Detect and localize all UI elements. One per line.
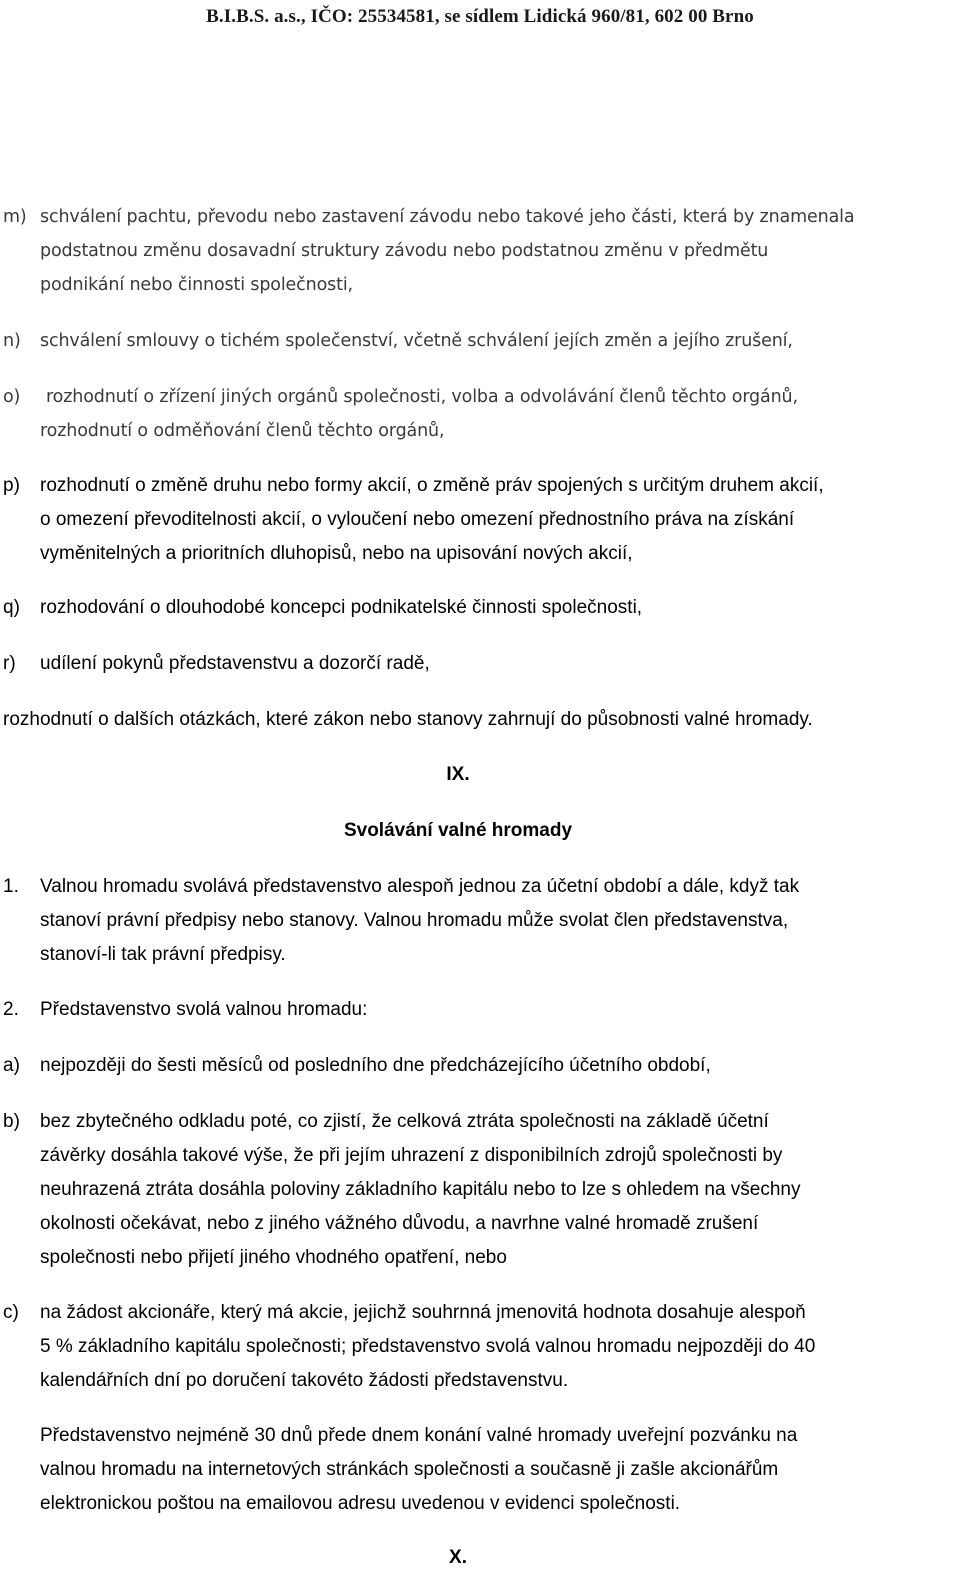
- list-text-line: rozhodnutí o odměňování členů těchto orgánů,: [40, 421, 445, 441]
- list-item-m: [0, 200, 960, 302]
- list-item-b: [0, 1105, 960, 1275]
- numbered-item-2: [0, 993, 960, 1027]
- list-text-line: o omezení převoditelnosti akcií, o vyloučení nebo omezení přednostního práva na získání: [40, 509, 795, 530]
- list-marker: p): [3, 475, 20, 496]
- list-text-line: vyměnitelných a prioritních dluhopisů, nebo na upisování nových akcií,: [40, 543, 633, 564]
- list-text-line: schválení smlouvy o tichém společenství, včetně schválení jejích změn a jejího zrušení,: [40, 331, 793, 351]
- list-text-line: 5 % základního kapitálu společnosti; představenstvo svolá valnou hromadu nejpozději do 40: [40, 1336, 816, 1357]
- list-text-line: kalendářních dní po doručení takovéto žádosti představenstvu.: [40, 1370, 569, 1391]
- list-item-r: [0, 647, 960, 681]
- final-paragraph: [0, 1419, 960, 1521]
- list-text-line: na žádost akcionáře, který má akcie, jejichž souhrnná jmenovitá hodnota dosahuje alespoň: [40, 1302, 806, 1323]
- list-item-n: [0, 324, 960, 358]
- list-item-c: [0, 1296, 960, 1398]
- article-number-x: X.: [449, 1547, 467, 1568]
- list-marker: q): [3, 597, 20, 618]
- list-text-line: Valnou hromadu svolává představenstvo alespoň jednou za účetní období a dále, když tak: [40, 876, 800, 897]
- list-item-q: [0, 591, 960, 625]
- list-marker: a): [3, 1055, 20, 1076]
- list-text-line: společnosti nebo přijetí jiného vhodného opatření, nebo: [40, 1247, 507, 1268]
- list-text-line: udílení pokynů představenstvu a dozorčí radě,: [40, 653, 430, 674]
- list-text-line: podstatnou změnu dosavadní struktury závodu nebo podstatnou změnu v předmětu: [40, 241, 769, 261]
- list-text-line: rozhodnutí o zřízení jiných orgánů společnosti, volba a odvolávání členů těchto orgánů,: [46, 387, 798, 407]
- list-item-o: [0, 380, 960, 448]
- numbered-item-1: [0, 870, 960, 972]
- list-marker: r): [3, 653, 16, 674]
- list-text-line: Představenstvo svolá valnou hromadu:: [40, 999, 368, 1020]
- paragraph-line: elektronickou poštou na emailovou adresu uvedenou v evidenci společnosti.: [40, 1493, 681, 1514]
- article-title: Svolávání valné hromady: [343, 820, 573, 841]
- list-marker: c): [3, 1302, 19, 1323]
- list-text-line: okolnosti očekávat, nebo z jiného vážného důvodu, a navrhne valné hromadě zrušení: [40, 1213, 759, 1234]
- closing-sentence: rozhodnutí o dalších otázkách, které zákon nebo stanovy zahrnují do působnosti valné hromady.: [3, 709, 813, 730]
- list-text-line: rozhodování o dlouhodobé koncepci podnikatelské činnosti společnosti,: [40, 597, 643, 618]
- list-marker: n): [3, 331, 21, 351]
- list-marker: o): [3, 387, 21, 407]
- list-marker: 2.: [3, 999, 19, 1020]
- article-number: IX.: [446, 764, 470, 785]
- paragraph-line: valnou hromadu na internetových stránkách společnosti a současně ji zašle akcionářům: [40, 1459, 779, 1480]
- list-text-line: nejpozději do šesti měsíců od posledního dne předcházejícího účetního období,: [40, 1055, 711, 1076]
- list-item-a: [0, 1049, 960, 1083]
- list-text-line: bez zbytečného odkladu poté, co zjistí, že celková ztráta společnosti na základě účetní: [40, 1111, 769, 1132]
- list-text-line: neuhrazená ztráta dosáhla poloviny základního kapitálu nebo to lze s ohledem na všechny: [40, 1179, 801, 1200]
- list-text-line: závěrky dosáhla takové výše, že při jejím uhrazení z disponibilních zdrojů společnosti by: [40, 1145, 783, 1166]
- list-text-line: stanoví právní předpisy nebo stanovy. Valnou hromadu může svolat člen představenstva,: [40, 910, 789, 931]
- page-header: B.I.B.S. a.s., IČO: 25534581, se sídlem Lidická 960/81, 602 00 Brno: [206, 6, 754, 27]
- list-text-line: schválení pachtu, převodu nebo zastavení závodu nebo takové jeho části, která by znamenala: [40, 207, 855, 227]
- list-text-line: rozhodnutí o změně druhu nebo formy akcií, o změně práv spojených s určitým druhem akcií,: [40, 475, 824, 496]
- paragraph-line: Představenstvo nejméně 30 dnů přede dnem konání valné hromady uveřejní pozvánku na: [40, 1425, 798, 1446]
- list-marker: b): [3, 1111, 20, 1132]
- list-marker: 1.: [3, 876, 19, 897]
- list-text-line: podnikání nebo činnosti společnosti,: [40, 275, 353, 295]
- list-item-p: [0, 469, 960, 571]
- list-text-line: stanoví-li tak právní předpisy.: [40, 944, 286, 965]
- list-marker: m): [3, 207, 27, 227]
